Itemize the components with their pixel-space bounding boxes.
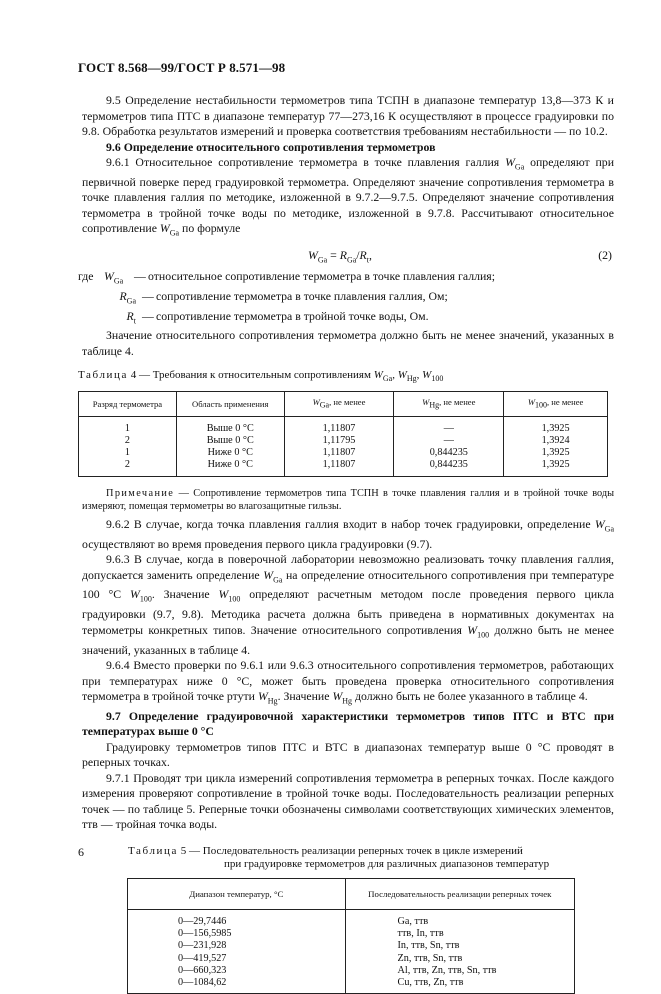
table-4-header [79, 391, 608, 416]
paragraph-9-6-3: 9.6.3 В случае, когда в поверочной лаборатории невозможно реализовать точку плавления галлия, допускается заменить определение $W_{Ga}$ на определение относительного сопротивления при температуре 100 °С $W_{100}$. Значение $W_{100}$ определяют расчетным методом после проведения первого цикла градуировки (9.7, 9.8). Методика расчета должна быть приведена в нормативных документах на термометры конкретных типов. Значение относительного сопротивления $W_{100}$ должно быть не менее значений, указанных в таблице 4. [82, 552, 615, 657]
formula-2 [82, 243, 614, 269]
table-4-header-cell: $W_{Hg}$, не менее [394, 391, 504, 416]
table-row: 0—660,323 Al, ттв, Zn, ттв, Sn, ттв [128, 965, 575, 977]
table-4 [78, 391, 608, 477]
table-5-header-cell: Последовательность реализации реперных точек [345, 878, 574, 909]
table-4-header-cell: $W_{100}$, не менее [504, 391, 608, 416]
table-5-caption: Таблица 5 — Последовательность реализации реперных точек в цикле измерений при градуировке термометров для различных диапазонов температур [128, 844, 550, 871]
table-row: 2 Выше 0 °С 1,11795 — 1,3924 [79, 435, 608, 447]
paragraph-value-requirement: Значение относительного сопротивления термометра должно быть не менее значений, указанных в таблице 4. [82, 328, 614, 358]
formula-number: (2) [598, 248, 612, 263]
paragraph-9-6-1: 9.6.1 Относительное сопротивление термометра в точке плавления галлия $W_{Ga}$ определяют при первичной поверке перед градуировкой термометра. Определяют значение сопротивления термометра в точке плавления галлия по методике, изложенной в 9.7.2—9.7.5. Определяют значение сопротивления термометра в тройной точке воды по методике, изложенной в 9.7.8. Рассчитывают относительное сопротивление $W_{Ga}$ по формуле [82, 155, 615, 238]
paragraph-9-6-4: 9.6.4 Вместо проверки по 9.6.1 или 9.6.3 относительного сопротивления термометров, работающих при температурах ниже 0 °С, может быть проведена проверка относительного сопротивления термометра в тройной точке ртути $W_{Hg}$. Значение $W_{Hg}$ должно быть не более указанного в таблице 4. [82, 658, 614, 706]
definition-w-ga: где $W_{Ga}$ — относительное сопротивление термометра в точке плавления галлия; [78, 269, 496, 286]
page-number: 6 [78, 845, 84, 859]
heading-9-6: 9.6 Определение относительного сопротивления термометров [106, 139, 436, 154]
table-4-header-cell: Разряд термометра [79, 391, 177, 416]
table-row: 0—1084,62 Cu, ттв, Zn, ттв [128, 977, 575, 994]
table-5-header-cell: Диапазон температур, °С [128, 878, 346, 909]
table-5-header [128, 878, 575, 909]
heading-9-7: 9.7 Определение градуировочной характеристики термометров типов ПТС и ВТС при температурах выше 0 °С [82, 708, 614, 739]
document-header: ГОСТ 8.568—99/ГОСТ Р 8.571—98 [78, 60, 286, 75]
table-row: 0—231,928 In, ттв, Sn, ттв [128, 940, 575, 952]
table-row: 1 Ниже 0 °С 1,11807 0,844235 1,3925 [79, 447, 608, 459]
table-4-header-cell: Область применения [176, 391, 284, 416]
table-4-caption: Таблица 4 — Требования к относительным сопротивлениям $W_{Ga}$, $W_{Hg}$, $W_{100}$ [78, 369, 444, 384]
formula-expression: $W_{Ga} = R_{Ga}/R_t$, [308, 248, 372, 265]
paragraph-9-6-2: 9.6.2 В случае, когда точка плавления галлия входит в набор точек градуировки, определение $W_{Ga}$ осуществляют во время проведения первого цикла градуировки (9.7). [82, 516, 614, 551]
definition-r-ga: $R_{Ga}$ — сопротивление термометра в точке плавления галлия, Ом; [119, 288, 448, 306]
table-4-header-cell: $W_{Ga}$, не менее [284, 391, 394, 416]
document-body [78, 93, 615, 994]
paragraph-9-5: 9.5 Определение нестабильности термометров типа ТСПН в диапазоне температур 13,8—373 К и термометров типа ПТС в диапазоне температур 77—273,16 К осуществляют в процессе градуировки по 9.8. Обработка результатов измерений и проверка соответствия требованиям нестабильности — по 10.2. [82, 93, 614, 138]
paragraph-9-7: Градуировку термометров типов ПТС и ВТС в диапазонах температур выше 0 °С проводят в реперных точках. [82, 739, 614, 770]
paragraph-9-7-1: 9.7.1 Проводят три цикла измерений сопротивления термометра в реперных точках. После каждого измерения проверяют сопротивление в тройной точке воды. Последовательность реализации реперных точек — по таблице 5. Реперные точки обозначены символами соответствующих химических элементов, ттв — тройная точка воды. [82, 770, 614, 832]
table-row: 2 Ниже 0 °С 1,11807 0,844235 1,3925 [79, 459, 608, 476]
table-row: 1 Выше 0 °С 1,11807 — 1,3925 [79, 416, 608, 435]
definition-r-t: $R_t$ — сопротивление термометра в тройной точке воды, Ом. [126, 308, 429, 325]
table-4-note: Примечание — Сопротивление термометров типа ТСПН в точке плавления галлия и в тройной точке воды измеряют, помещая термометры во влагозащитные гильзы. [82, 487, 614, 513]
table-row: 0—419,527 Zn, ттв, Sn, ттв [128, 953, 575, 965]
table-row: 0—156,5985 ттв, In, ттв [128, 928, 575, 940]
table-row: 0—29,7446 Ga, ттв [128, 909, 575, 928]
formula-definitions [78, 269, 614, 328]
